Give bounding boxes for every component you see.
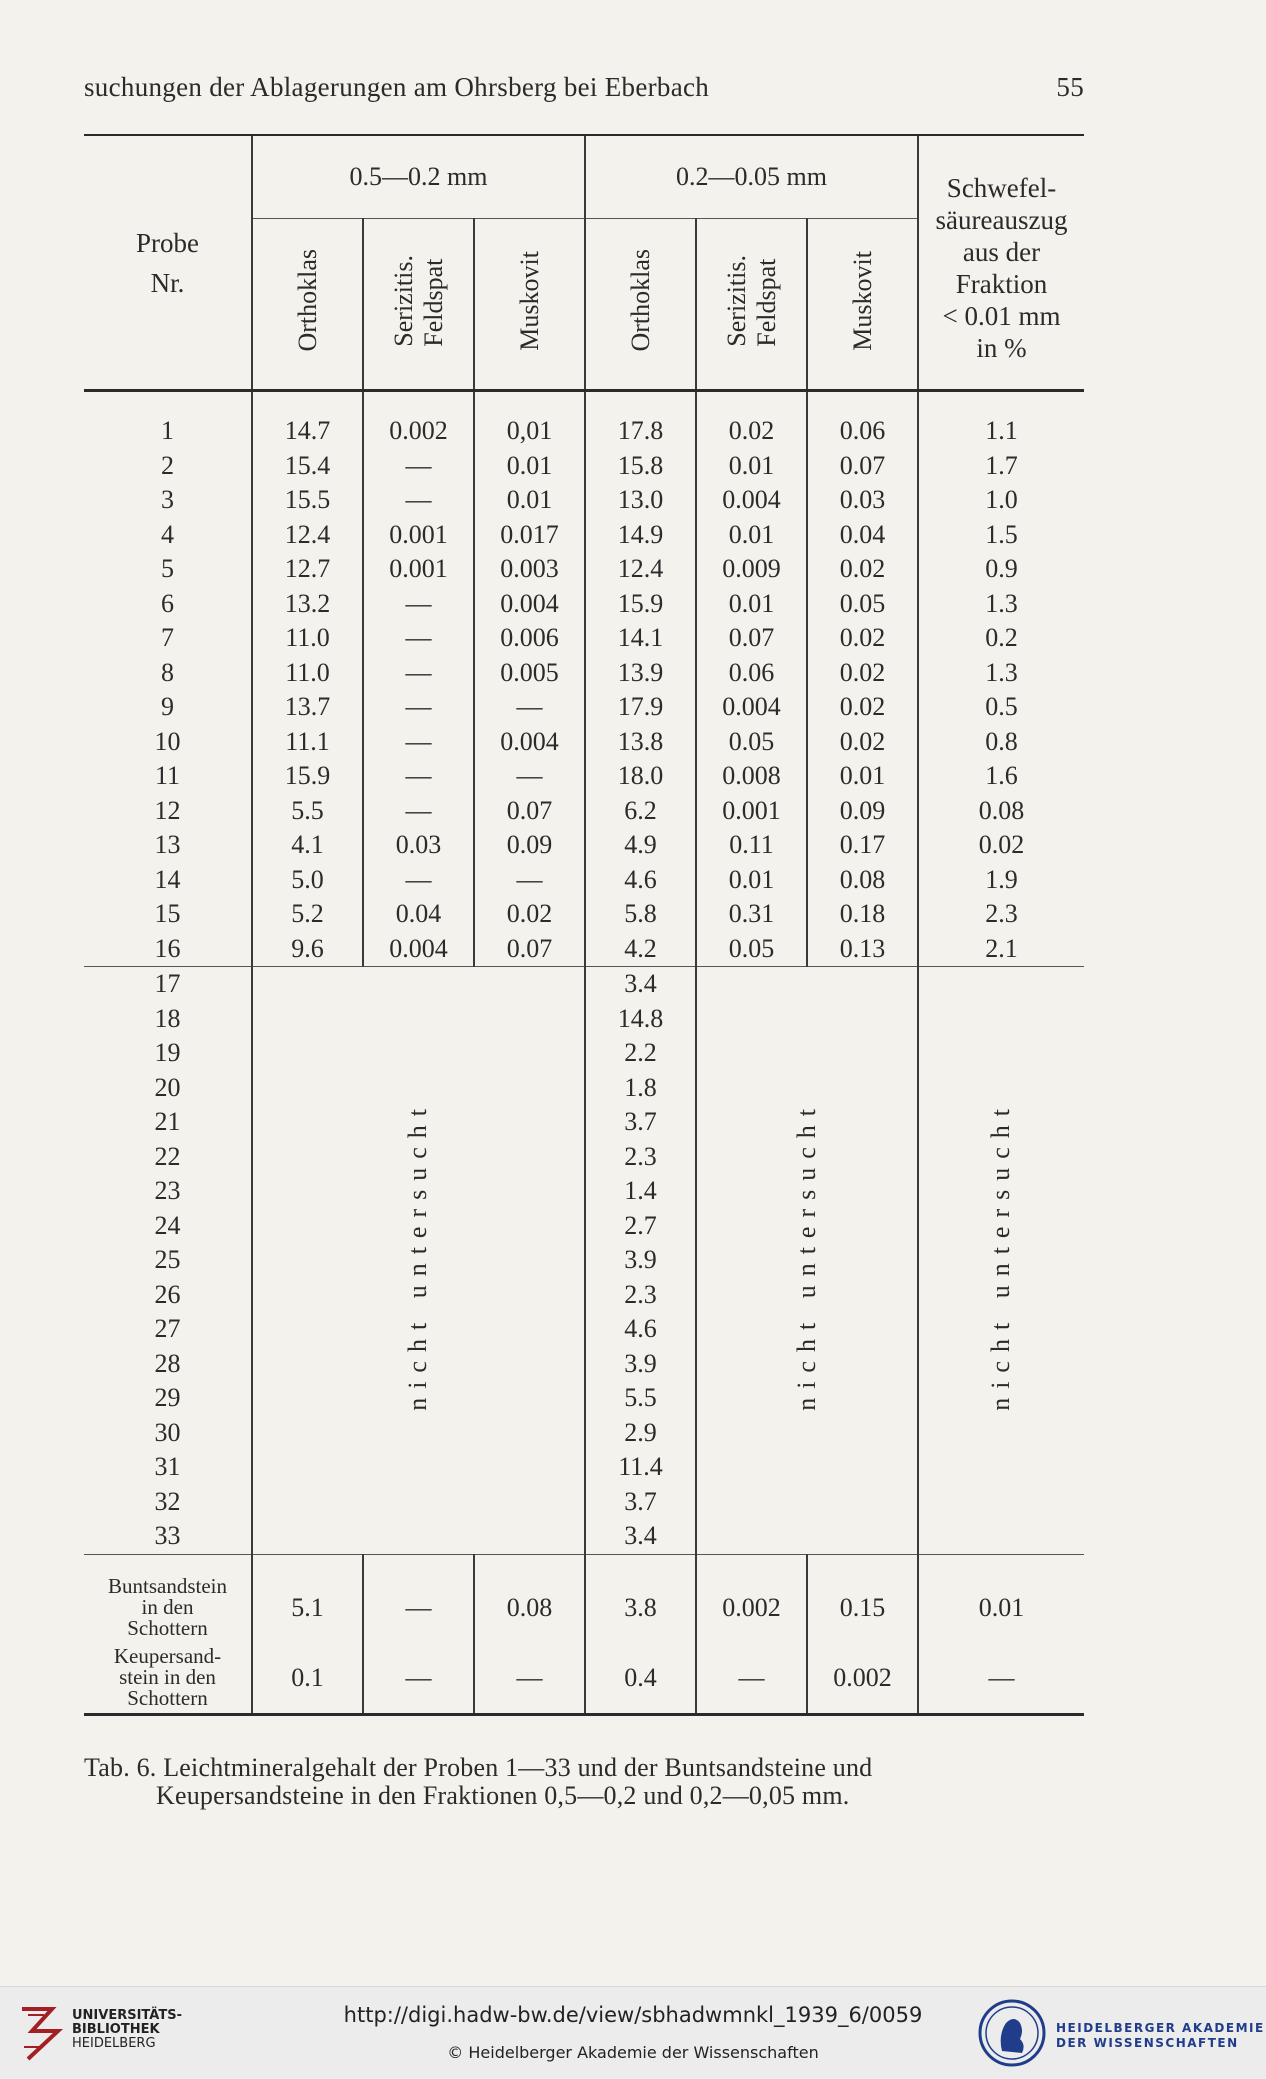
- value-cell: 0.002: [807, 1643, 918, 1715]
- value-cell: 0.5: [918, 690, 1084, 725]
- table-row: [84, 759, 1084, 794]
- value-cell: 2.9: [585, 1416, 696, 1451]
- light-mineral-table: [84, 136, 1084, 1716]
- value-cell: 4.6: [585, 1312, 696, 1347]
- value-cell: 1.7: [918, 449, 1084, 484]
- probe-number-cell: 19: [154, 1038, 181, 1067]
- value-cell: 18.0: [585, 759, 696, 794]
- probe-number-cell: 8: [161, 657, 174, 687]
- value-cell: 13.2: [252, 587, 363, 622]
- table-row: [84, 863, 1084, 898]
- value-cell: 0.002: [696, 1573, 807, 1643]
- value-cell: 0.4: [585, 1643, 696, 1715]
- value-cell: —: [363, 483, 474, 518]
- table-row: [84, 621, 1084, 656]
- probe-number-cell: 26: [154, 1279, 181, 1309]
- academy-seal-icon: [976, 1995, 1048, 2071]
- value-cell: 6.2: [585, 794, 696, 829]
- probe-number-cell: 23: [154, 1176, 181, 1205]
- value-cell: 14.8: [585, 1002, 696, 1037]
- value-cell: 2.3: [585, 1278, 696, 1313]
- value-cell: 5.5: [252, 794, 363, 829]
- table-row: [84, 518, 1084, 553]
- value-cell: 0.01: [696, 587, 807, 622]
- probe-number-cell: 24: [154, 1210, 181, 1240]
- probe-number-cell: 18: [154, 1003, 181, 1033]
- table-row: [84, 587, 1084, 622]
- value-cell: —: [363, 863, 474, 898]
- table-row: [84, 449, 1084, 484]
- value-cell: 0.05: [696, 725, 807, 760]
- value-cell: 1.0: [918, 483, 1084, 518]
- value-cell: 4.9: [585, 828, 696, 863]
- value-cell: 12.4: [252, 518, 363, 553]
- value-cell: 14.7: [252, 414, 363, 449]
- value-cell: 0.2: [918, 621, 1084, 656]
- value-cell: —: [474, 690, 585, 725]
- value-cell: 0.02: [918, 828, 1084, 863]
- value-cell: 0.008: [696, 759, 807, 794]
- value-cell: 0.02: [807, 690, 918, 725]
- value-cell: 0.01: [918, 1573, 1084, 1643]
- row-label: Buntsandstein in den Schottern: [108, 1574, 227, 1640]
- value-cell: —: [363, 587, 474, 622]
- value-cell: —: [363, 656, 474, 691]
- probe-number-cell: 11: [154, 761, 181, 790]
- value-cell: 1.1: [918, 414, 1084, 449]
- probe-number-cell: 32: [154, 1486, 181, 1516]
- value-cell: —: [363, 621, 474, 656]
- page-number: 55: [1056, 72, 1084, 102]
- table-row: [84, 1643, 1084, 1715]
- table-row: [84, 483, 1084, 518]
- probe-header: Probe Nr.: [136, 227, 199, 298]
- probe-number-cell: 10: [154, 726, 181, 756]
- value-cell: 1.3: [918, 587, 1084, 622]
- value-cell: —: [474, 759, 585, 794]
- table-row: [84, 897, 1084, 932]
- not-examined-group1: nicht untersucht: [252, 967, 585, 1555]
- value-cell: 1.5: [918, 518, 1084, 553]
- table-row: [84, 656, 1084, 691]
- value-cell: 0.08: [918, 794, 1084, 829]
- value-cell: 1.3: [918, 656, 1084, 691]
- value-cell: 1.8: [585, 1071, 696, 1106]
- value-cell: 0.04: [363, 897, 474, 932]
- value-cell: 5.0: [252, 863, 363, 898]
- probe-number-cell: 28: [154, 1348, 181, 1378]
- value-cell: 0.004: [474, 725, 585, 760]
- value-cell: 11.1: [252, 725, 363, 760]
- probe-number-cell: 3: [161, 485, 174, 514]
- value-cell: —: [363, 1573, 474, 1643]
- value-cell: 14.9: [585, 518, 696, 553]
- value-cell: —: [363, 725, 474, 760]
- value-cell: 1.6: [918, 759, 1084, 794]
- value-cell: 0.005: [474, 656, 585, 691]
- source-url[interactable]: http://digi.hadw-bw.de/view/sbhadwmnkl_1939_6/0059: [343, 2003, 923, 2027]
- probe-number-cell: 14: [154, 864, 181, 894]
- value-cell: 0.01: [696, 863, 807, 898]
- value-cell: 0.07: [807, 449, 918, 484]
- value-cell: 3.4: [585, 967, 696, 1002]
- table-row: [84, 552, 1084, 587]
- value-cell: 3.9: [585, 1347, 696, 1382]
- running-head: [84, 72, 1084, 103]
- probe-number-cell: 2: [161, 450, 174, 480]
- value-cell: 0.03: [363, 828, 474, 863]
- value-cell: 17.8: [585, 414, 696, 449]
- value-cell: 0.31: [696, 897, 807, 932]
- probe-number-cell: 31: [154, 1452, 181, 1481]
- probe-number-cell: 30: [154, 1417, 181, 1447]
- probe-number-cell: 22: [154, 1141, 181, 1171]
- table-row: [84, 967, 1084, 1002]
- value-cell: 0.017: [474, 518, 585, 553]
- probe-number-cell: 20: [154, 1072, 181, 1102]
- caption-line-1: Tab. 6. Leichtmineralgehalt der Proben 1—33 und der Buntsandsteine und: [84, 1753, 873, 1782]
- probe-number-cell: 4: [161, 519, 174, 549]
- value-cell: 0.8: [918, 725, 1084, 760]
- value-cell: 17.9: [585, 690, 696, 725]
- value-cell: 0.02: [474, 897, 585, 932]
- value-cell: 0.09: [807, 794, 918, 829]
- probe-number-cell: 27: [154, 1314, 181, 1343]
- value-cell: 4.6: [585, 863, 696, 898]
- value-cell: 0.01: [474, 483, 585, 518]
- value-cell: 2.2: [585, 1036, 696, 1071]
- col-header-orthoklas-1: Orthoklas: [252, 219, 363, 391]
- value-cell: 2.7: [585, 1209, 696, 1244]
- col-header-orthoklas-2: Orthoklas: [585, 219, 696, 391]
- value-cell: 13.0: [585, 483, 696, 518]
- row-label: Keupersand- stein in den Schottern: [113, 1644, 222, 1710]
- value-cell: 0.01: [696, 518, 807, 553]
- footer: [0, 1986, 1266, 2079]
- value-cell: 0.004: [363, 932, 474, 967]
- value-cell: 0.18: [807, 897, 918, 932]
- value-cell: 13.7: [252, 690, 363, 725]
- value-cell: —: [696, 1643, 807, 1715]
- running-head-title: suchungen der Ablagerungen am Ohrsberg bei Eberbach: [84, 72, 710, 102]
- value-cell: 3.8: [585, 1573, 696, 1643]
- value-cell: 13.8: [585, 725, 696, 760]
- value-cell: —: [363, 759, 474, 794]
- academy-name: HEIDELBERGER AKADEMIE DER WISSENSCHAFTEN: [1056, 2021, 1265, 2050]
- probe-number-cell: 9: [161, 692, 174, 721]
- value-cell: 0.009: [696, 552, 807, 587]
- value-cell: 15.9: [585, 587, 696, 622]
- value-cell: 0.07: [474, 932, 585, 967]
- value-cell: 0.03: [807, 483, 918, 518]
- probe-number-cell: 15: [154, 899, 181, 928]
- value-cell: 0.08: [807, 863, 918, 898]
- value-cell: 15.8: [585, 449, 696, 484]
- value-cell: 0.002: [363, 414, 474, 449]
- probe-number-cell: 6: [161, 588, 174, 618]
- value-cell: 0.06: [807, 414, 918, 449]
- probe-number-cell: 21: [154, 1107, 181, 1136]
- value-cell: —: [918, 1643, 1084, 1715]
- value-cell: 0.05: [696, 932, 807, 967]
- value-cell: 2.3: [918, 897, 1084, 932]
- value-cell: 5.2: [252, 897, 363, 932]
- not-examined-schwefel: nicht untersucht: [918, 967, 1084, 1555]
- col-header-muskovit-2: Muskovit: [807, 219, 918, 391]
- value-cell: 3.4: [585, 1519, 696, 1554]
- probe-number-cell: 17: [84, 967, 252, 1002]
- copyright-notice: © Heidelberger Akademie der Wissenschaften: [447, 2043, 819, 2062]
- table-row: [84, 690, 1084, 725]
- value-cell: 15.9: [252, 759, 363, 794]
- value-cell: 3.7: [585, 1105, 696, 1140]
- value-cell: 13.9: [585, 656, 696, 691]
- value-cell: —: [363, 1643, 474, 1715]
- value-cell: 0.02: [807, 621, 918, 656]
- probe-number-cell: 25: [154, 1245, 181, 1274]
- value-cell: 0.17: [807, 828, 918, 863]
- value-cell: 0.01: [696, 449, 807, 484]
- value-cell: 5.8: [585, 897, 696, 932]
- value-cell: 14.1: [585, 621, 696, 656]
- probe-number-cell: 12: [154, 795, 181, 825]
- value-cell: 0.001: [363, 518, 474, 553]
- value-cell: 5.5: [585, 1381, 696, 1416]
- value-cell: 2.1: [918, 932, 1084, 967]
- caption-line-2: Keupersandsteine in den Fraktionen 0,5—0,2 und 0,2—0,05 mm.: [156, 1781, 850, 1810]
- group-header-0.2-0.05: 0.2—0.05 mm: [585, 136, 918, 219]
- col-header-muskovit-1: Muskovit: [474, 219, 585, 391]
- table-row: [84, 1573, 1084, 1643]
- group-header-0.5-0.2: 0.5—0.2 mm: [252, 136, 585, 219]
- value-cell: 11.0: [252, 656, 363, 691]
- value-cell: —: [363, 690, 474, 725]
- value-cell: 0.9: [918, 552, 1084, 587]
- value-cell: 0.01: [474, 449, 585, 484]
- table-row: [84, 794, 1084, 829]
- probe-number-cell: 33: [154, 1521, 181, 1550]
- value-cell: —: [474, 1643, 585, 1715]
- value-cell: 0.13: [807, 932, 918, 967]
- value-cell: 5.1: [252, 1573, 363, 1643]
- value-cell: 15.4: [252, 449, 363, 484]
- probe-number-cell: 29: [154, 1383, 181, 1412]
- value-cell: 0.09: [474, 828, 585, 863]
- value-cell: 0.15: [807, 1573, 918, 1643]
- table-row: [84, 414, 1084, 449]
- value-cell: —: [363, 794, 474, 829]
- value-cell: 0.01: [807, 759, 918, 794]
- probe-number-cell: 5: [161, 554, 174, 583]
- col-header-serizitis-feldspat-1: Serizitis. Feldspat: [363, 219, 474, 391]
- value-cell: 15.5: [252, 483, 363, 518]
- value-cell: 2.3: [585, 1140, 696, 1175]
- value-cell: 0,01: [474, 414, 585, 449]
- value-cell: —: [474, 863, 585, 898]
- value-cell: 11.0: [252, 621, 363, 656]
- value-cell: 0.07: [696, 621, 807, 656]
- value-cell: 9.6: [252, 932, 363, 967]
- value-cell: 12.4: [585, 552, 696, 587]
- university-library-name: UNIVERSITÄTS- BIBLIOTHEK HEIDELBERG: [72, 2008, 182, 2051]
- value-cell: 11.4: [585, 1450, 696, 1485]
- value-cell: 0.04: [807, 518, 918, 553]
- value-cell: 4.1: [252, 828, 363, 863]
- value-cell: 3.9: [585, 1243, 696, 1278]
- probe-number-cell: 7: [161, 623, 174, 652]
- value-cell: 1.4: [585, 1174, 696, 1209]
- table-row: [84, 725, 1084, 760]
- value-cell: 0.001: [363, 552, 474, 587]
- value-cell: 0.004: [696, 483, 807, 518]
- table-row: [84, 828, 1084, 863]
- value-cell: 0.07: [474, 794, 585, 829]
- value-cell: 0.08: [474, 1573, 585, 1643]
- value-cell: 0.11: [696, 828, 807, 863]
- value-cell: 0.02: [807, 656, 918, 691]
- value-cell: 0.06: [696, 656, 807, 691]
- value-cell: 0.003: [474, 552, 585, 587]
- value-cell: —: [363, 449, 474, 484]
- value-cell: 0.05: [807, 587, 918, 622]
- table-caption: [84, 1754, 1084, 1810]
- schwefel-header: Schwefel- säureauszug aus der Fraktion < 0.01 mm in %: [918, 136, 1084, 391]
- table-row: [84, 932, 1084, 967]
- value-cell: 0.006: [474, 621, 585, 656]
- value-cell: 0.001: [696, 794, 807, 829]
- value-cell: 1.9: [918, 863, 1084, 898]
- value-cell: 12.7: [252, 552, 363, 587]
- value-cell: 4.2: [585, 932, 696, 967]
- probe-number-cell: 13: [154, 830, 181, 859]
- value-cell: 0.004: [696, 690, 807, 725]
- value-cell: 0.02: [807, 725, 918, 760]
- probe-number-cell: 1: [161, 416, 174, 445]
- value-cell: 0.02: [807, 552, 918, 587]
- value-cell: 0.1: [252, 1643, 363, 1715]
- col-header-serizitis-feldspat-2: Serizitis. Feldspat: [696, 219, 807, 391]
- probe-number-cell: 16: [154, 933, 181, 963]
- value-cell: 0.02: [696, 414, 807, 449]
- value-cell: 3.7: [585, 1485, 696, 1520]
- value-cell: 0.004: [474, 587, 585, 622]
- not-examined-group2: nicht untersucht: [696, 967, 918, 1555]
